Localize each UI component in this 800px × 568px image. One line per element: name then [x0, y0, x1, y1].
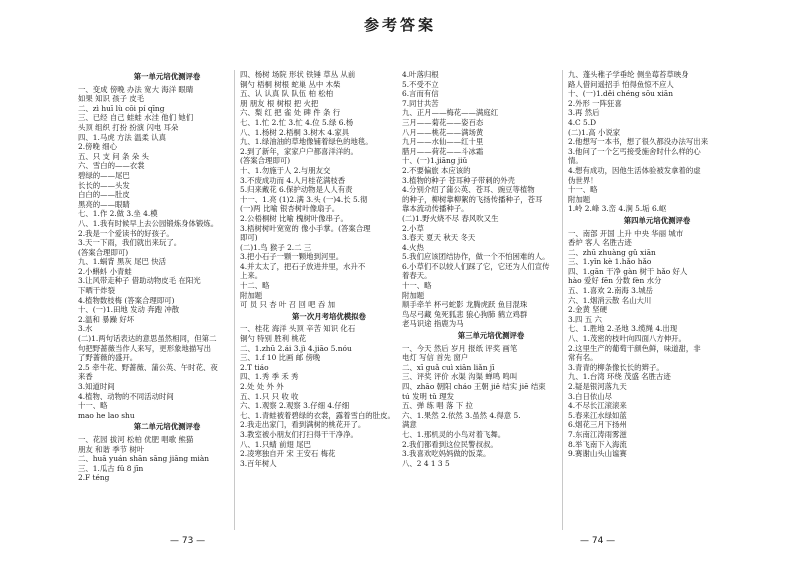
- answer-line: 九、1.蜗背 黑灰 尾巴 快活: [78, 257, 167, 267]
- answer-line: 铜勺 特别 胜利 桃花: [240, 334, 307, 344]
- answer-line: 句把野蔷薇当作人来写，更形象地描写出: [78, 343, 212, 353]
- answer-line: 6.小草们不以较人们踩了它，它还为人们宣传: [402, 261, 550, 271]
- answer-line: 一、变成 傍晚 办法 宽大 海洋 眼睛: [78, 84, 194, 94]
- column-divider: [234, 70, 235, 530]
- answer-line: 2.这里生产的葡萄干颜色鲜，味道甜，非: [568, 343, 701, 353]
- answer-line: 着春天。: [402, 271, 432, 281]
- answer-line: 九月——水仙——红十里: [402, 137, 484, 147]
- answer-line: 3.让风带走种子 借助动物皮毛 在阳光: [78, 276, 201, 286]
- answer-line: 2.傍晚 细心: [78, 142, 117, 152]
- answer-line: 4.植物、动物的不同活动时间: [78, 391, 174, 401]
- answer-line: 2.温和 暴躁 好坏: [78, 314, 135, 324]
- answer-line: 朋 朋友 根 树根 把 火把: [240, 98, 319, 108]
- answer-line: 1.岭 2.峰 3.峦 4.涧 5.垢 6.岖: [568, 204, 667, 214]
- answer-line: (答案合理即可): [240, 156, 291, 166]
- answer-line: 靠本流动传播种子。: [402, 204, 469, 214]
- answer-line: 2.小草: [402, 223, 424, 233]
- answer-line: 八、1.只蜻 前翅 尾巴: [240, 439, 311, 449]
- column-divider: [562, 70, 563, 530]
- answer-line: 2.处 处 外 外: [240, 382, 284, 391]
- answer-line: 路人借问遥招手 怕得鱼惊不应人: [568, 79, 674, 89]
- answer-line: 十、(一)1.jiāng jiǔ: [402, 156, 468, 166]
- answer-line: 二、zì huī lù cōi pí qīng: [78, 103, 165, 113]
- answer-line: 2.不要偏旅 本应该的: [402, 165, 471, 175]
- answer-line: 如果 知识 孩子 皮毛: [78, 94, 145, 104]
- answer-line: 3.水: [78, 324, 93, 334]
- answer-line: 9.赛谢山头山谧赛: [568, 449, 627, 459]
- answer-line: 三、已经 自己 蛙蛙 水洼 他们 她们: [78, 113, 194, 123]
- answer-line: 即可): [240, 233, 258, 243]
- section-heading: 第三单元培优测评卷: [457, 331, 525, 341]
- answer-line: 3.春天 夏天 秋天 冬天: [402, 233, 476, 243]
- answer-line: 九、正月——梅花——满庭红: [402, 108, 499, 118]
- answer-line: 3.他问了一个乞丐接受施舍时什么样的心: [568, 146, 701, 156]
- answer-line: 鸟尽弓藏 兔死狐悲 狼心狗肺 鹤立鸡群: [402, 309, 528, 319]
- answer-line: 一、南部 开国 上升 中央 华丽 城市: [568, 228, 684, 238]
- answer-line: 五、1.喜欢 2.南海 3.城岳: [568, 286, 653, 296]
- answer-line: (一)两 比喻 银杏树叶像扇子。: [240, 204, 340, 214]
- answer-line: 2.F téng: [78, 473, 110, 483]
- section-heading: 第四单元培优测评卷: [623, 215, 691, 225]
- answer-line: 三月——菊花——姿百态: [402, 117, 484, 127]
- answer-line: (二)1.两句话表达的意思虽然相同，但第二: [78, 334, 217, 344]
- answer-line: 2.5 牵牛花、野蔷薇、蒲公英、午时花、夜: [78, 362, 218, 372]
- section-heading: 第一次月考培优模拟卷: [292, 311, 366, 321]
- answer-line: tú 发明 tǔ 理发: [402, 391, 455, 401]
- answer-line: 六、1.烟消云散 名山大川: [568, 295, 652, 305]
- answer-line: 七、1.胜地 2.圣地 3.缆绳 4.出现: [568, 324, 678, 334]
- answer-line: 2.公梧桐树 比喻 槐树叶像串子。: [240, 213, 348, 223]
- answer-line: 来香: [78, 372, 93, 382]
- answer-line: 2.我走出家门，看到满树的桃花开了。: [240, 420, 366, 430]
- answer-line: 头顶 组织 打扮 扮演 闪电 耳朵: [78, 122, 179, 132]
- answer-line: 3.四 五 六: [568, 314, 602, 324]
- answer-line: 附加题: [568, 194, 591, 204]
- answer-line: 十一、略: [78, 401, 108, 411]
- answer-line: 4.不尽长江滚滚来: [568, 401, 627, 411]
- answer-line: 五、只 支 问 条 朵 头: [78, 151, 149, 161]
- answer-line: 碧绿的——尾巴: [78, 170, 130, 180]
- page-title: 参考答案: [363, 16, 436, 34]
- answer-line: 四、1.秀 季 禾 秀: [240, 372, 299, 382]
- answer-line: 八、2 4 1 3 5: [402, 458, 450, 468]
- answer-line: 2.他想写一本书，想了很久都没办法写出来: [568, 137, 709, 147]
- answer-line: 白白的——肚皮: [78, 190, 130, 200]
- answer-line: 3.再 然后: [568, 108, 600, 118]
- answer-line: 五、弹 练 唱 落 下 拉: [402, 401, 473, 411]
- answer-line: 十、(一)1.田地 发动 奔跑 冲散: [78, 305, 180, 315]
- answer-line: 3.教室被小朋友们打扫得干干净净。: [240, 429, 358, 439]
- answer-line: 二、huā yuán shān sāng jiāng miàn: [78, 454, 210, 464]
- answer-line: 八、1.杨树 2.梧桐 3.树木 4.家具: [240, 127, 350, 137]
- answer-line: 伪世界！: [568, 175, 598, 185]
- answer-line: 二、1.zhū 2.ái 3.jì 4.jiāo 5.nóu: [240, 343, 352, 353]
- answer-line: 九、1.台湾 环绕 茂盛 名胜古迹: [568, 372, 671, 382]
- answer-line: 2.到了新年，家家户户都喜洋洋的。: [240, 146, 358, 156]
- answer-line: 四、1.gān 干净 gàn 树干 hǎo 好人: [568, 266, 688, 276]
- answer-line: hào 爱好 fēn 分数 fèn 水分: [568, 276, 662, 286]
- answer-line: 3.把小石子一颗一颗地到河里。: [240, 252, 344, 262]
- answer-column-4: [568, 70, 746, 459]
- answer-line: 一、桂花 海洋 头顶 辛苦 知识 化石: [240, 324, 356, 334]
- section-heading: 第一单元培优测评卷: [133, 72, 201, 81]
- answer-line: 十、(一)1.děi chéng sōu xiān: [568, 89, 673, 99]
- answer-line: 可 员 只 杏 叶 召 回 吧 吞 加: [240, 300, 336, 310]
- answer-line: 十二、略: [240, 281, 270, 291]
- answer-line: 5.我们应该团结协作，做一个不怕困难的人。: [402, 252, 550, 262]
- answer-line: 4.分别介绍了蒲公英、苍耳、豌豆等植物: [402, 185, 535, 195]
- answer-line: 三、1.f 10 比画 邮 傍晚: [240, 353, 321, 363]
- answer-line: 的种子，柳树靠柳絮的飞扬传播种子，苍耳: [402, 194, 543, 204]
- answer-line: 3.青青的柳条像长长的辫子。: [568, 362, 664, 372]
- page-number-left: — 73 —: [170, 536, 206, 546]
- answer-line: 十、1.勿施于人 2.与朋友交: [240, 165, 331, 175]
- answer-line: 3.白日依山尽: [568, 391, 613, 401]
- answer-line: 九、蓬头稚子学垂纶 侧坐莓苔草映身: [568, 70, 689, 79]
- answer-line: (答案合理即可): [78, 247, 129, 257]
- answer-line: mao he lao shu: [78, 410, 135, 420]
- answer-line: 十一、略: [568, 185, 598, 195]
- answer-line: 三、评奖 评价 水渠 沟渠 蝉鸣 鸣叫: [402, 372, 518, 382]
- answer-line: 六、1.果然 2.依然 3.虽然 4.得意 5.: [402, 410, 521, 420]
- answer-line: 二、xī guǎ cuì xiān liǎn jī: [402, 362, 495, 372]
- answer-line: 5.归来戴花 6.保护动物是人人有责: [240, 185, 353, 195]
- answer-column-3: [402, 70, 580, 468]
- answer-line: 十一、1.亮 (1)2.满 3.头 (一)4.长 5.彻: [240, 194, 368, 204]
- answer-line: (二)1.野火烧不尽 春风吹又生: [402, 213, 499, 223]
- answer-line: 3.我喜欢吃妈妈做的饭菜。: [402, 449, 491, 459]
- answer-line: 3.不废成功而 4.人月桂花满枝香: [240, 175, 346, 185]
- answer-line: 3.天一下雨，我们就出来玩了。: [78, 238, 182, 248]
- answer-line: 三、1.瓜古 fǔ 8 jīn: [78, 463, 144, 473]
- answer-line: 4.叶落归根: [402, 70, 439, 79]
- answer-line: 长长的——头发: [78, 180, 130, 190]
- answer-line: 2.小蝌蚪 小青蛙: [78, 266, 132, 276]
- answer-line: 七、1.青蛙被着碧绿的衣裳，露着雪白的肚皮。: [240, 410, 395, 420]
- answer-line: 3.梧树树叶宽宽的 像小手掌。(答案合理: [240, 223, 371, 233]
- answer-line: 8.举飞南下入海流: [568, 439, 627, 449]
- answer-line: 六、梨 红 把 雀 处 碑 件 条 行: [240, 108, 341, 118]
- answer-line: 情。: [568, 156, 583, 166]
- answer-line: 3.植物的种子 苍耳种子带刺的外壳: [402, 175, 515, 185]
- answer-line: 七、1.那机灵的小鸟对着飞舞。: [402, 429, 506, 439]
- answer-line: 九、1.绿油油的草地像铺着绿色的地毯。: [240, 137, 373, 147]
- answer-column-2: [240, 70, 418, 468]
- answer-line: 7.同甘共苦: [402, 98, 439, 108]
- answer-line: 满意: [402, 420, 417, 430]
- answer-line: 5.春来江水绿如蓝: [568, 410, 627, 420]
- answer-line: 黑亮的——眼睛: [78, 199, 130, 209]
- answer-line: 2.我是一个爱读书的好孩子。: [78, 228, 174, 238]
- answer-line: 4.并太太了，把石子放进井里，水升不: [240, 261, 366, 271]
- answer-line: 下晒干炸裂: [78, 286, 115, 296]
- answer-line: 常有名。: [568, 353, 598, 363]
- section-heading: 第二单元培优测评卷: [133, 422, 201, 432]
- page-number-right: — 74 —: [580, 536, 616, 546]
- answer-line: 四、杨树 场院 形状 铁锤 草丛 从前: [240, 70, 356, 79]
- answer-line: 了野蔷薇的盛开。: [78, 353, 138, 363]
- answer-line: 7.东南江涛雨雾滋: [568, 429, 627, 439]
- answer-line: 老马识途 指鹿为马: [402, 319, 464, 329]
- answer-line: 铜勺 梧桐 树根 蛇巢 丛中 木柴: [240, 79, 341, 89]
- answer-line: 2.疑是银河落九天: [568, 382, 627, 391]
- answer-line: 五、认 认真 队 队伍 柏 松柏: [240, 89, 334, 99]
- answer-line: 八、1.茂密的枝叶向四面八方伸开。: [568, 334, 686, 344]
- answer-line: 附加题: [240, 290, 263, 300]
- answer-line: 七、1.作 2.做 3.坐 4.模: [78, 209, 158, 219]
- answer-line: 2.金黄 坚硬: [568, 305, 607, 315]
- answer-line: 4.想有成功，因他生活体验被发拿着的虚: [568, 165, 701, 175]
- answer-line: 六、雪白的——衣裳: [78, 161, 145, 171]
- answer-line: 朋友 和谐 季节 树叶: [78, 444, 145, 454]
- answer-line: 2.我们都看到这位民警叔叔。: [402, 439, 498, 449]
- answer-line: 上来。: [240, 271, 263, 281]
- answer-line: 4.植物数枝梅 (答案合理即可): [78, 295, 175, 305]
- answer-line: 五、1.只 只 收 收: [240, 391, 299, 401]
- answer-line: 一、今天 然后 岁月 报纸 评奖 画笔: [402, 343, 518, 353]
- answer-line: 2.凌寒独自开 宋 王安石 梅花: [240, 449, 336, 459]
- answer-line: 八月——桃花——满场黄: [402, 127, 484, 137]
- answer-line: 二、zhū zhuàng gǔ xiān: [568, 247, 656, 257]
- answer-line: 一、花园 拔河 松柏 优肥 唱歌 熊猫: [78, 434, 194, 444]
- answer-line: 顺手牵羊 杯弓蛇影 龙腾虎跃 鱼目混珠: [402, 300, 528, 310]
- answer-line: 三、1.yǐn kè 1.hǎo hǎo: [568, 257, 652, 267]
- answer-line: 八、1.我有时候早上去公园锻炼身体锻炼。: [78, 218, 219, 228]
- answer-line: 六、1.观察 2.观察 3.仔细 4.仔细: [240, 401, 350, 411]
- answer-line: 腊月——荷花——斗冰霜: [402, 146, 484, 156]
- answer-line: 七、1.忙 2.忙 3.忙 4.位 5.绿 6.杨: [240, 117, 354, 127]
- answer-line: 6.言而有信: [402, 89, 439, 99]
- answer-line: 2.T tiáo: [240, 362, 269, 372]
- answer-line: (二)1.高 小说家: [568, 127, 621, 137]
- answer-line: 4.火热: [402, 242, 424, 252]
- answer-column-1: [78, 70, 256, 483]
- answer-line: 四、zhāo 朝阳 cháo 王朝 jiě 结实 jiē 结束: [402, 382, 546, 391]
- answer-line: (二)1.鸟 猴子 2.二 三: [240, 242, 312, 252]
- answer-line: 3.知道时间: [78, 382, 115, 391]
- answer-line: 3.百年树人: [240, 458, 277, 468]
- answer-line: 4.C 5.D: [568, 117, 597, 127]
- answer-line: 2.外形 一阵狂喜: [568, 98, 622, 108]
- answer-line: 四、1.马虎 方法 温柔 认真: [78, 132, 167, 142]
- answer-line: 5.不受不立: [402, 79, 439, 89]
- answer-line: 附加题: [402, 290, 425, 300]
- answer-line: 电灯 写信 首先 窗户: [402, 353, 469, 363]
- answer-line: 十一、略: [402, 281, 432, 291]
- answer-line: 6.烟花三月下扬州: [568, 420, 627, 430]
- answer-line: 香炉 客人 名胜古迹: [568, 238, 632, 248]
